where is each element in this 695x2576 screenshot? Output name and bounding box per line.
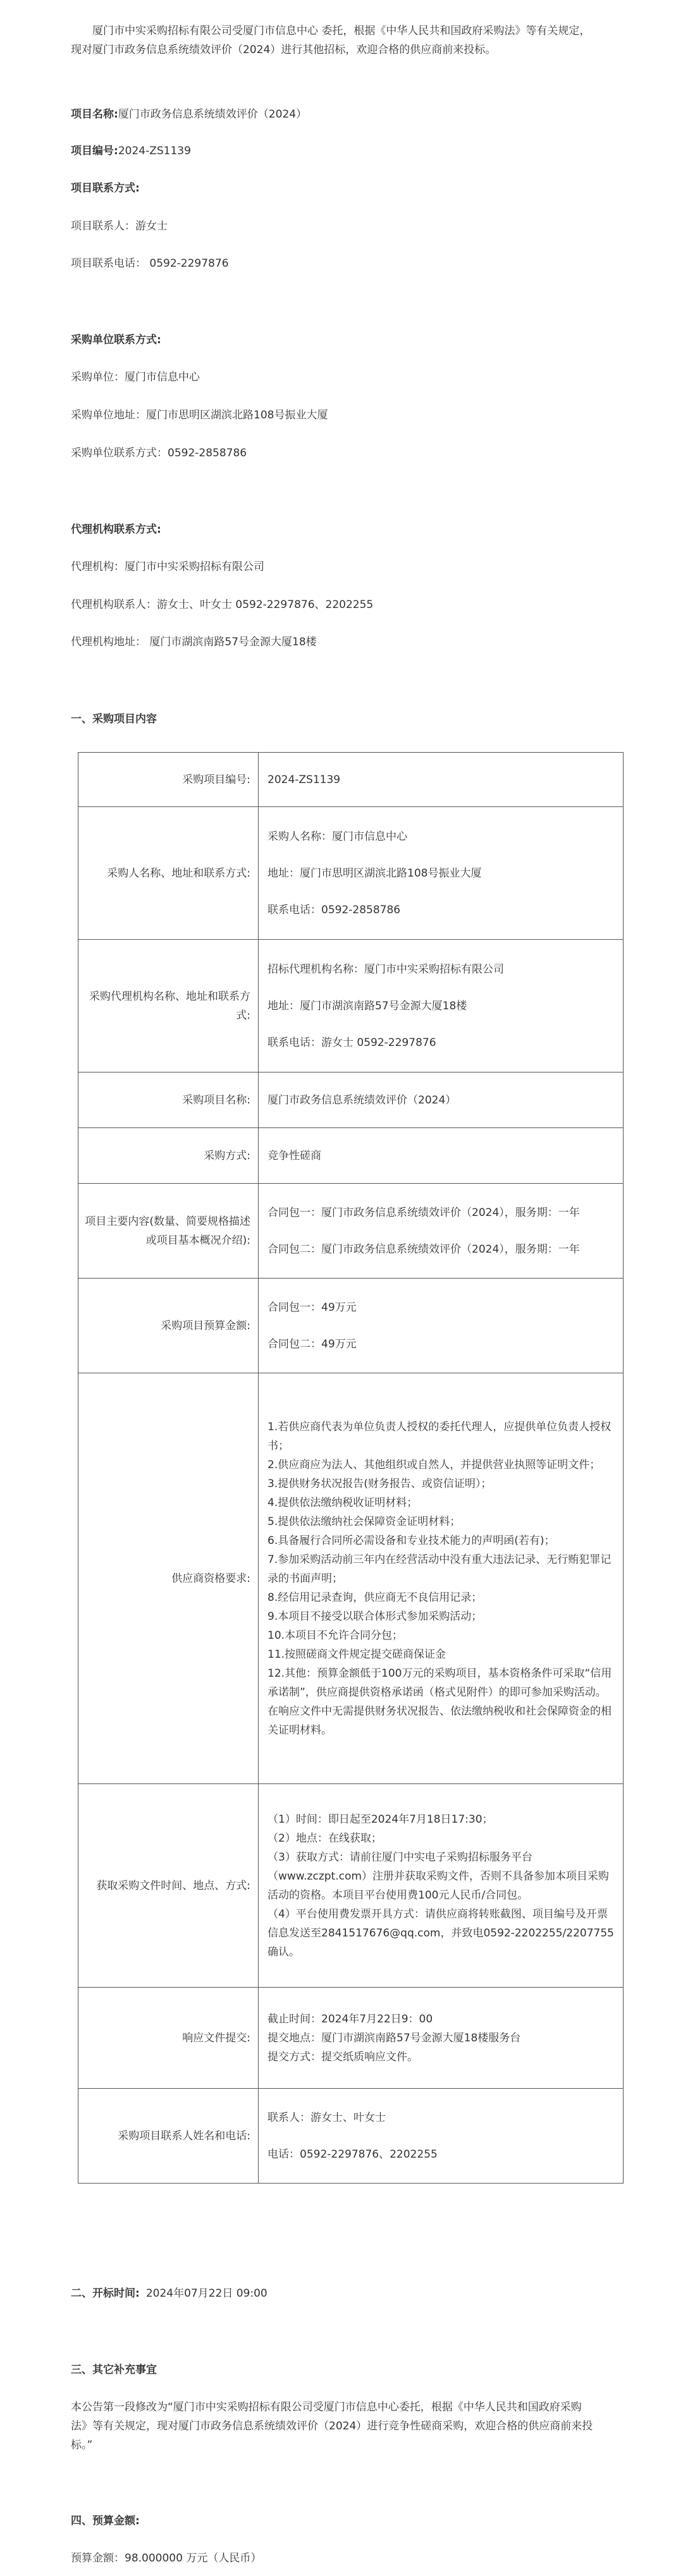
project-number-value: 2024-ZS1139: [118, 145, 191, 157]
project-name-value: 厦门市政务信息系统绩效评价（2024）: [118, 108, 307, 121]
row-value-line: 10.本项目不允许合同分包；: [268, 1629, 403, 1642]
row-value: [259, 1988, 624, 2089]
agency-heading: 代理机构联系方式:: [71, 523, 161, 536]
row-value-line: 4.提供依法缴纳税收证明材料；: [268, 1496, 418, 1509]
purchaser-address: 采购单位地址：厦门市思明区湖滨北路108号振业大厦: [71, 409, 328, 422]
project-name: [71, 105, 307, 124]
intro-line-1: 厦门市中实采购招标有限公司受厦门市信息中心 委托，根据《中华人民共和国政府采购法》等有关规定，: [92, 25, 591, 37]
table-row: [78, 940, 624, 1072]
row-value: [259, 1184, 624, 1279]
row-value: [259, 1784, 624, 1988]
section-3-title: 三、其它补充事宜: [71, 2364, 157, 2376]
table-row: [78, 1784, 624, 1988]
row-key: 采购方式:: [78, 1128, 259, 1184]
project-contact-phone: 项目联系电话： 0592-2297876: [71, 257, 229, 270]
section-2: [71, 2284, 268, 2303]
project-contact-person: 项目联系人：游女士: [71, 220, 168, 233]
section-3-line-1: 本公告第一段修改为“厦门市中实采购招标有限公司受厦门市信息中心委托，根据《中华人民共和国政府采购: [71, 2401, 582, 2414]
row-value: [259, 807, 624, 940]
table-row: [78, 807, 624, 940]
row-value-line: 合同包一：49万元: [268, 1301, 357, 1314]
row-value: [259, 2089, 624, 2184]
row-key: 采购项目预算金额:: [78, 1279, 259, 1373]
row-value-line: 2.供应商应为法人、其他组织或自然人，并提供营业执照等证明文件；: [268, 1458, 601, 1471]
section-1-title: 一、采购项目内容: [71, 713, 157, 726]
row-value-line: 竞争性磋商: [268, 1149, 321, 1162]
row-value: [259, 1072, 624, 1128]
row-value: [259, 1128, 624, 1184]
row-value-line: 招标代理机构名称：厦门市中实采购招标有限公司: [268, 963, 504, 976]
row-key: 响应文件提交:: [78, 1988, 259, 2089]
row-key: 采购代理机构名称、地址和联系方式:: [78, 940, 259, 1072]
table-row: [78, 1072, 624, 1128]
row-key: 采购项目名称:: [78, 1072, 259, 1128]
row-value-line: 采购人名称：厦门市信息中心: [268, 830, 407, 843]
section-4-value: 预算金额：98.000000 万元（人民币）: [71, 2552, 262, 2565]
row-value-line: 11.按照磋商文件规定提交磋商保证金: [268, 1648, 446, 1661]
row-key: 采购项目编号:: [78, 753, 259, 807]
procurement-table: [78, 752, 624, 2184]
project-name-label: 项目名称:: [71, 108, 118, 121]
row-value-line: 2024-ZS1139: [268, 773, 341, 786]
row-key: 采购人名称、地址和联系方式:: [78, 807, 259, 940]
intro-line-2: 现对厦门市政务信息系统绩效评价（2024）进行其他招标，欢迎合格的供应商前来投标。: [71, 44, 496, 56]
table-row: [78, 753, 624, 807]
row-key: 项目主要内容(数量、简要规格描述或项目基本概况介绍):: [78, 1184, 259, 1279]
row-value-line: （2）地点：在线获取；: [268, 1832, 382, 1845]
row-value-line: 联系电话：0592-2858786: [268, 903, 401, 916]
row-value-line: 联系电话：游女士 0592-2297876: [268, 1036, 436, 1049]
row-value-line: 9.本项目不接受以联合体形式参加采购活动；: [268, 1610, 483, 1623]
row-value-line: 合同包二：厦门市政务信息系统绩效评价（2024），服务期：一年: [268, 1242, 580, 1256]
row-value-line: 7.参加采购活动前三年内在经营活动中没有重大违法记录、无行贿犯罪记录的书面声明；: [268, 1553, 612, 1585]
row-value-line: 联系人：游女士、叶女士: [268, 2111, 386, 2124]
row-value-line: （3）获取方式：请前往厦门中实电子采购招标服务平台（www.zczpt.com）注册并获取采购文件，否则不具备参加本项目采购活动的资格。本项目平台使用费100元人民币/合同包。: [268, 1850, 609, 1902]
row-value-line: 合同包二：49万元: [268, 1337, 357, 1351]
row-key: 获取采购文件时间、地点、方式:: [78, 1784, 259, 1988]
agency-address: 代理机构地址： 厦门市湖滨南路57号金源大厦18楼: [71, 636, 317, 648]
row-value-line: 提交地点：厦门市湖滨南路57号金源大厦18楼服务台: [268, 2031, 521, 2044]
row-value-line: （1）时间：即日起至2024年7月18日17:30；: [268, 1813, 493, 1826]
section-2-title: 二、开标时间:: [71, 2287, 140, 2300]
row-value-line: 地址：厦门市湖滨南路57号金源大厦18楼: [268, 999, 467, 1012]
row-value: [259, 940, 624, 1072]
project-number-label: 项目编号:: [71, 145, 118, 157]
row-value-line: 12.其他：预算金额低于100万元的采购项目，基本资格条件可采取“信用承诺制”，供应商提供资格承诺函（格式见附件）的即可参加采购活动。在响应文件中无需提供财务状况报告、依法缴纳税收和社会保障资金的相关证明材料。: [268, 1667, 612, 1737]
row-value-line: 3.提供财务状况报告(财务报告、或资信证明）；: [268, 1477, 492, 1490]
row-key: 供应商资格要求:: [78, 1373, 259, 1784]
row-value-line: 5.提供依法缴纳社会保障资金证明材料；: [268, 1515, 461, 1528]
row-value-line: （4）平台使用费发票开具方式：请供应商将转账截图、项目编号及开票信息发送至2841517676@qq.com，并致电0592-2202255/2207755确认。: [268, 1907, 615, 1959]
purchaser-heading: 采购单位联系方式:: [71, 334, 161, 346]
table-row: [78, 1988, 624, 2089]
table-row: [78, 1128, 624, 1184]
row-value-line: 8.经信用记录查询，供应商无不良信用记录；: [268, 1591, 483, 1604]
row-value-line: 6.具备履行合同所必需设备和专业技术能力的声明函(若有)；: [268, 1534, 555, 1547]
row-key: 采购项目联系人姓名和电话:: [78, 2089, 259, 2184]
row-value: [259, 1279, 624, 1373]
purchaser-phone: 采购单位联系方式：0592-2858786: [71, 447, 247, 459]
agency-name: 代理机构：厦门市中实采购招标有限公司: [71, 561, 264, 573]
row-value: [259, 753, 624, 807]
purchaser-unit: 采购单位：厦门市信息中心: [71, 371, 200, 384]
table-row: [78, 1279, 624, 1373]
row-value-line: 地址：厦门市思明区湖滨北路108号振业大厦: [268, 866, 482, 880]
table-row: [78, 2089, 624, 2184]
section-4-title: 四、预算金额:: [71, 2515, 140, 2527]
row-value-line: 提交方式：提交纸质响应文件。: [268, 2050, 418, 2063]
row-value-line: 厦门市政务信息系统绩效评价（2024）: [268, 1093, 457, 1107]
table-row: [78, 1373, 624, 1784]
project-number: [71, 142, 191, 161]
agency-contact: 代理机构联系人：游女士、叶女士 0592-2297876、2202255: [71, 598, 374, 611]
section-3-line-2: 法》等有关规定，现对厦门市政务信息系统绩效评价（2024）进行竞争性磋商采购，欢迎合格的供应商前来投: [71, 2420, 593, 2433]
section-3-line-3: 标。”: [71, 2439, 93, 2451]
row-value-line: 合同包一：厦门市政务信息系统绩效评价（2024），服务期：一年: [268, 1206, 580, 1219]
project-contact-heading: 项目联系方式:: [71, 182, 140, 195]
row-value-line: 截止时间：2024年7月22日9：00: [268, 2012, 433, 2026]
table-row: [78, 1184, 624, 1279]
row-value: [259, 1373, 624, 1784]
section-2-value: 2024年07月22日 09:00: [145, 2287, 268, 2300]
row-value-line: 电话：0592-2297876、2202255: [268, 2148, 438, 2161]
row-value-line: 1.若供应商代表为单位负责人授权的委托代理人，应提供单位负责人授权书；: [268, 1420, 612, 1452]
